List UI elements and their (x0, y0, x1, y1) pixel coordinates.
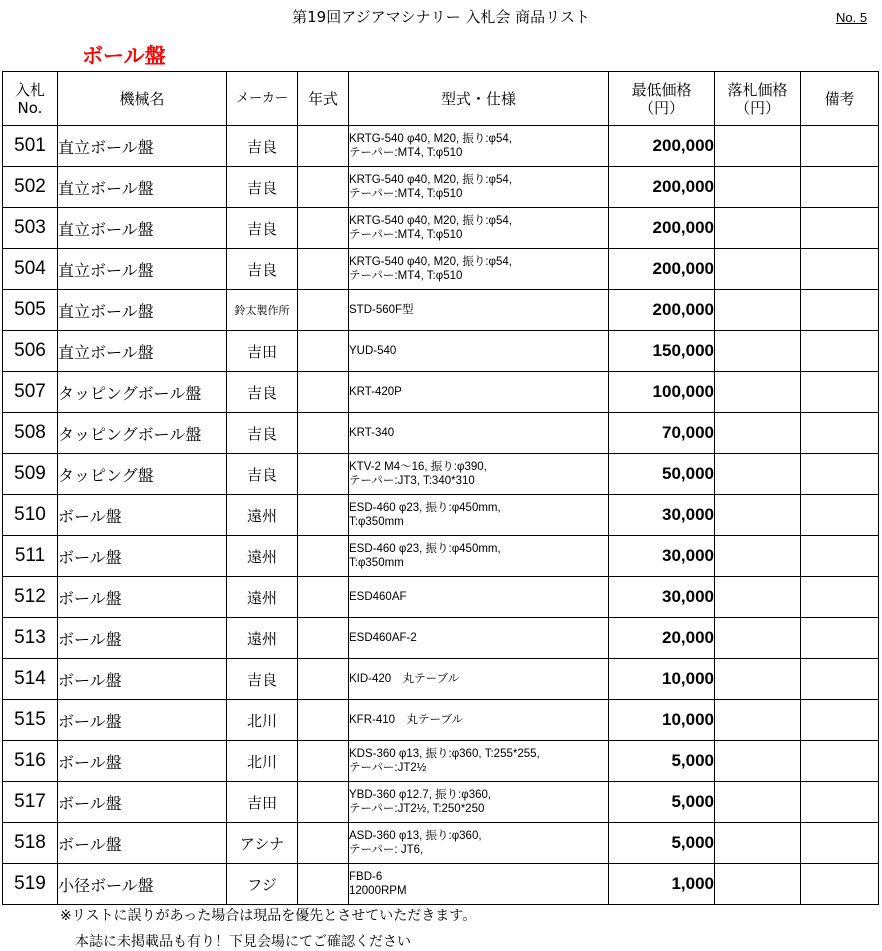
maker-cell: 遠州 (227, 536, 298, 577)
maker-cell: 吉良 (227, 126, 298, 167)
spec-line: テーパー:JT2½ (349, 762, 427, 774)
footer-note-1: ※リストに誤りがあった場合は現品を優先とさせていただきます。 (60, 908, 477, 924)
note-cell (801, 413, 879, 454)
bid-no-cell: 512 (3, 577, 58, 618)
min-price-cell: 5,000 (609, 823, 715, 864)
bid-price-cell (715, 249, 801, 290)
bid-price-cell (715, 413, 801, 454)
bid-price-cell (715, 823, 801, 864)
year-cell (298, 618, 349, 659)
spec-line: テーパー:MT4, T:φ510 (349, 270, 463, 282)
min-price-cell: 1,000 (609, 864, 715, 905)
spec-line: テーパー:JT2½, T:250*250 (349, 803, 485, 815)
note-cell (801, 659, 879, 700)
machine-name-cell: ボール盤 (58, 782, 227, 823)
spec-line: YUD-540 (349, 345, 397, 357)
spec-line: KTV-2 M4～16, 振り:φ390, (349, 461, 487, 473)
spec-line: KRTG-540 φ40, M20, 振り:φ54, (349, 215, 512, 227)
maker-cell: 遠州 (227, 577, 298, 618)
year-cell (298, 823, 349, 864)
year-cell (298, 577, 349, 618)
min-price-cell: 10,000 (609, 659, 715, 700)
bid-no-cell: 509 (3, 454, 58, 495)
note-cell (801, 372, 879, 413)
page-title: 第19回アジアマシナリー 入札会 商品リスト (292, 8, 590, 26)
min-price-cell: 70,000 (609, 413, 715, 454)
note-cell (801, 454, 879, 495)
min-price-cell: 30,000 (609, 536, 715, 577)
year-cell (298, 167, 349, 208)
machine-name-cell: 直立ボール盤 (58, 167, 227, 208)
bid-price-cell (715, 495, 801, 536)
bid-no-cell: 503 (3, 208, 58, 249)
spec-cell (349, 700, 609, 741)
bid-no-cell: 504 (3, 249, 58, 290)
spec-cell (349, 536, 609, 577)
year-cell (298, 331, 349, 372)
spec-cell (349, 372, 609, 413)
table-row (3, 823, 879, 864)
table-row (3, 413, 879, 454)
note-cell (801, 290, 879, 331)
maker-cell: 吉良 (227, 167, 298, 208)
bid-no-cell: 502 (3, 167, 58, 208)
machine-name-cell: 直立ボール盤 (58, 290, 227, 331)
spec-line: KID-420 丸テーブル (349, 673, 460, 685)
spec-line: テーパー:MT4, T:φ510 (349, 147, 463, 159)
spec-line: 12000RPM (349, 885, 407, 897)
bid-price-cell (715, 741, 801, 782)
note-cell (801, 700, 879, 741)
table-row (3, 126, 879, 167)
year-cell (298, 495, 349, 536)
maker-cell: フジ (227, 864, 298, 905)
year-cell (298, 659, 349, 700)
maker-cell: 吉田 (227, 331, 298, 372)
machine-name-cell: ボール盤 (58, 741, 227, 782)
bid-price-cell (715, 454, 801, 495)
maker-cell: 吉田 (227, 782, 298, 823)
spec-cell (349, 126, 609, 167)
table-row (3, 495, 879, 536)
spec-cell (349, 331, 609, 372)
note-cell (801, 208, 879, 249)
spec-cell (349, 659, 609, 700)
spec-line: テーパー: JT6, (349, 844, 424, 856)
maker-cell: 吉良 (227, 413, 298, 454)
min-price-cell: 200,000 (609, 167, 715, 208)
bid-no-cell: 507 (3, 372, 58, 413)
note-cell (801, 126, 879, 167)
machine-name-cell: 直立ボール盤 (58, 208, 227, 249)
min-price-cell: 200,000 (609, 290, 715, 331)
table-row (3, 741, 879, 782)
min-price-cell: 100,000 (609, 372, 715, 413)
machine-name-cell: ボール盤 (58, 618, 227, 659)
maker-cell: 吉良 (227, 454, 298, 495)
year-cell (298, 208, 349, 249)
maker-cell: 吉良 (227, 659, 298, 700)
note-cell (801, 495, 879, 536)
header-note: 備考 (801, 72, 879, 126)
year-cell (298, 454, 349, 495)
spec-cell (349, 741, 609, 782)
min-price-cell: 150,000 (609, 331, 715, 372)
min-price-cell: 200,000 (609, 208, 715, 249)
header-machine-name: 機械名 (58, 72, 227, 126)
maker-cell: 鈴太製作所 (227, 290, 298, 331)
spec-cell (349, 249, 609, 290)
maker-cell: 吉良 (227, 208, 298, 249)
spec-line: ESD-460 φ23, 振り:φ450mm, (349, 543, 501, 555)
year-cell (298, 413, 349, 454)
bid-no-cell: 517 (3, 782, 58, 823)
header-min-price: 最低価格 （円） (609, 72, 715, 126)
spec-line: KRTG-540 φ40, M20, 振り:φ54, (349, 256, 512, 268)
spec-line: FBD-6 (349, 871, 383, 883)
maker-cell: 遠州 (227, 618, 298, 659)
year-cell (298, 372, 349, 413)
table-row (3, 290, 879, 331)
bid-no-cell: 519 (3, 864, 58, 905)
product-list-table (2, 71, 879, 905)
table-row (3, 782, 879, 823)
maker-cell: 北川 (227, 741, 298, 782)
note-cell (801, 536, 879, 577)
bid-no-cell: 516 (3, 741, 58, 782)
table-row (3, 700, 879, 741)
table-row (3, 577, 879, 618)
bid-no-cell: 505 (3, 290, 58, 331)
note-cell (801, 249, 879, 290)
spec-cell (349, 167, 609, 208)
bid-no-cell: 514 (3, 659, 58, 700)
spec-line: KRTG-540 φ40, M20, 振り:φ54, (349, 133, 512, 145)
spec-line: テーパー:MT4, T:φ510 (349, 229, 463, 241)
bid-price-cell (715, 126, 801, 167)
spec-cell (349, 495, 609, 536)
spec-cell (349, 823, 609, 864)
min-price-cell: 5,000 (609, 741, 715, 782)
spec-cell (349, 454, 609, 495)
year-cell (298, 126, 349, 167)
note-cell (801, 577, 879, 618)
spec-line: ESD460AF (349, 591, 407, 603)
spec-cell (349, 413, 609, 454)
spec-line: KDS-360 φ13, 振り:φ360, T:255*255, (349, 748, 540, 760)
spec-cell (349, 290, 609, 331)
spec-line: KRTG-540 φ40, M20, 振り:φ54, (349, 174, 512, 186)
note-cell (801, 331, 879, 372)
note-cell (801, 823, 879, 864)
bid-no-cell: 518 (3, 823, 58, 864)
year-cell (298, 864, 349, 905)
header-maker: メーカー (227, 72, 298, 126)
table-row (3, 249, 879, 290)
bid-price-cell (715, 700, 801, 741)
bid-price-cell (715, 577, 801, 618)
maker-cell: 北川 (227, 700, 298, 741)
machine-name-cell: タッピングボール盤 (58, 413, 227, 454)
machine-name-cell: タッピングボール盤 (58, 372, 227, 413)
spec-line: KRT-420P (349, 386, 402, 398)
bid-price-cell (715, 618, 801, 659)
spec-cell (349, 782, 609, 823)
header-bid-price: 落札価格 （円） (715, 72, 801, 126)
bid-no-cell: 510 (3, 495, 58, 536)
machine-name-cell: 直立ボール盤 (58, 126, 227, 167)
bid-no-cell: 513 (3, 618, 58, 659)
machine-name-cell: タッピング盤 (58, 454, 227, 495)
spec-cell (349, 208, 609, 249)
bid-price-cell (715, 208, 801, 249)
min-price-cell: 200,000 (609, 126, 715, 167)
machine-name-cell: 小径ボール盤 (58, 864, 227, 905)
header-bid-no: 入札 No. (3, 72, 58, 126)
spec-cell (349, 864, 609, 905)
spec-line: テーパー:MT4, T:φ510 (349, 188, 463, 200)
table-row (3, 536, 879, 577)
year-cell (298, 700, 349, 741)
maker-cell: アシナ (227, 823, 298, 864)
note-cell (801, 618, 879, 659)
machine-name-cell: ボール盤 (58, 536, 227, 577)
bid-price-cell (715, 167, 801, 208)
table-row (3, 167, 879, 208)
bid-no-cell: 506 (3, 331, 58, 372)
maker-cell: 吉良 (227, 372, 298, 413)
machine-name-cell: ボール盤 (58, 495, 227, 536)
bid-price-cell (715, 536, 801, 577)
spec-line: ESD-460 φ23, 振り:φ450mm, (349, 502, 501, 514)
min-price-cell: 10,000 (609, 700, 715, 741)
spec-line: KFR-410 丸テーブル (349, 714, 463, 726)
machine-name-cell: 直立ボール盤 (58, 249, 227, 290)
table-row (3, 618, 879, 659)
bid-no-cell: 515 (3, 700, 58, 741)
spec-line: STD-560F型 (349, 304, 414, 316)
bid-price-cell (715, 290, 801, 331)
spec-line: YBD-360 φ12.7, 振り:φ360, (349, 789, 492, 801)
spec-cell (349, 618, 609, 659)
header-spec: 型式・仕様 (349, 72, 609, 126)
note-cell (801, 167, 879, 208)
header-year: 年式 (298, 72, 349, 126)
bid-no-cell: 501 (3, 126, 58, 167)
bid-price-cell (715, 864, 801, 905)
year-cell (298, 290, 349, 331)
bid-price-cell (715, 372, 801, 413)
machine-name-cell: ボール盤 (58, 700, 227, 741)
table-row (3, 208, 879, 249)
machine-name-cell: ボール盤 (58, 659, 227, 700)
year-cell (298, 249, 349, 290)
min-price-cell: 5,000 (609, 782, 715, 823)
spec-line: ASD-360 φ13, 振り:φ360, (349, 830, 482, 842)
bid-price-cell (715, 659, 801, 700)
bid-no-cell: 508 (3, 413, 58, 454)
table-header-row (3, 72, 879, 126)
table-row (3, 659, 879, 700)
table-row (3, 372, 879, 413)
min-price-cell: 30,000 (609, 577, 715, 618)
footer-note-2: 本誌に未掲載品も有り！下見会場にてご確認ください (75, 934, 411, 950)
note-cell (801, 864, 879, 905)
spec-line: テーパー:JT3, T:340*310 (349, 475, 475, 487)
table-row (3, 331, 879, 372)
section-heading: ボール盤 (82, 44, 166, 68)
min-price-cell: 50,000 (609, 454, 715, 495)
note-cell (801, 741, 879, 782)
maker-cell: 遠州 (227, 495, 298, 536)
bid-no-cell: 511 (3, 536, 58, 577)
spec-line: ESD460AF-2 (349, 632, 417, 644)
year-cell (298, 741, 349, 782)
bid-price-cell (715, 331, 801, 372)
spec-line: KRT-340 (349, 427, 395, 439)
note-cell (801, 782, 879, 823)
min-price-cell: 20,000 (609, 618, 715, 659)
table-row (3, 454, 879, 495)
year-cell (298, 536, 349, 577)
maker-cell: 吉良 (227, 249, 298, 290)
spec-cell (349, 577, 609, 618)
spec-line: T:φ350mm (349, 557, 404, 569)
year-cell (298, 782, 349, 823)
min-price-cell: 200,000 (609, 249, 715, 290)
machine-name-cell: ボール盤 (58, 823, 227, 864)
machine-name-cell: ボール盤 (58, 577, 227, 618)
machine-name-cell: 直立ボール盤 (58, 331, 227, 372)
bid-price-cell (715, 782, 801, 823)
page-number: No. 5 (836, 10, 868, 25)
min-price-cell: 30,000 (609, 495, 715, 536)
table-row (3, 864, 879, 905)
spec-line: T:φ350mm (349, 516, 404, 528)
